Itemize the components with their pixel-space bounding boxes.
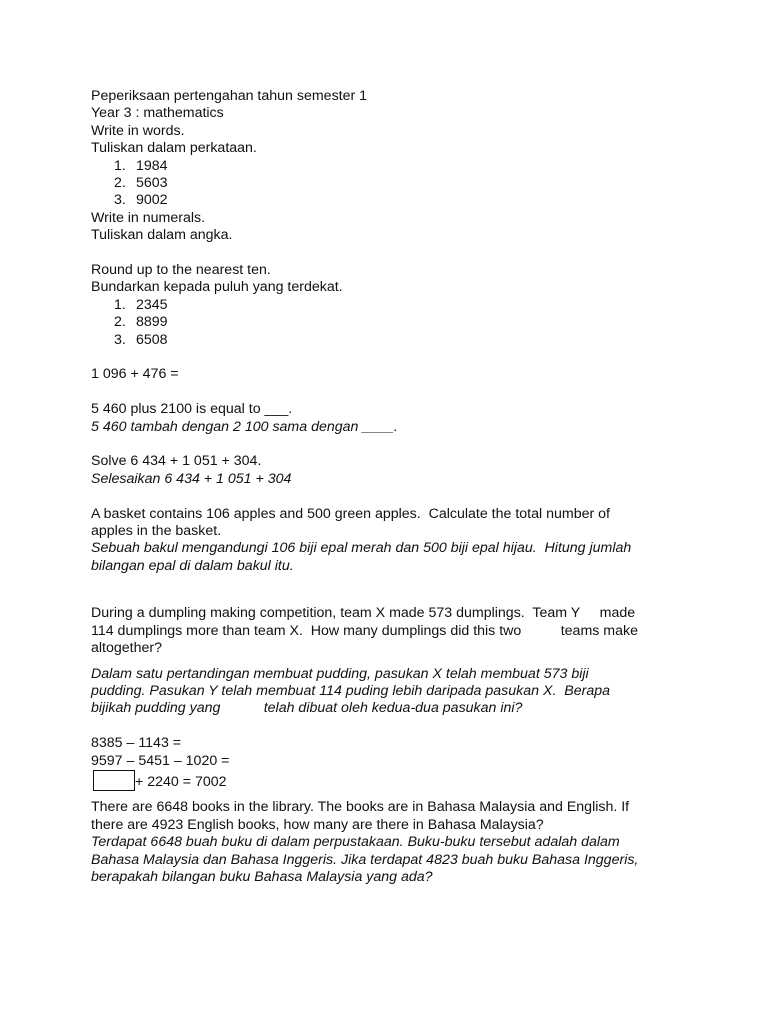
question-subtract-1: 8385 – 1143 =: [91, 735, 182, 752]
question-missing-number: + 2240 = 7002: [91, 770, 691, 791]
question-books-ms: Bahasa Malaysia dan Bahasa Inggeris. Jika terdapat 4823 buah buku Bahasa Inggeris,: [91, 851, 639, 868]
question-dumplings-ms: Dalam satu pertandingan membuat pudding, pasukan X telah membuat 573 biji: [91, 665, 589, 682]
question-plus-en: 5 460 plus 2100 is equal to ___.: [91, 401, 293, 418]
question-books-ms: berapakah bilangan buku Bahasa Malaysia yang ada?: [91, 868, 433, 885]
question-plus-ms: 5 460 tambah dengan 2 100 sama dengan ____.: [91, 418, 398, 435]
question-solve-ms: Selesaikan 6 434 + 1 051 + 304: [91, 470, 292, 487]
exam-document: [91, 88, 691, 886]
list-item: 1. 1984: [114, 157, 168, 174]
question-apples-ms: Sebuah bakul mengandungi 106 biji epal merah dan 500 biji epal hijau. Hitung jumlah: [91, 540, 632, 557]
question-subtract-2: 9597 – 5451 – 1020 =: [91, 752, 230, 769]
question-dumplings-ms: pudding. Pasukan Y telah membuat 114 puding lebih daripada pasukan X. Berapa: [91, 682, 611, 699]
question-addition: 1 096 + 476 =: [91, 366, 179, 383]
round-instruction-ms: Bundarkan kepada puluh yang terdekat.: [91, 279, 343, 296]
round-instruction-en: Round up to the nearest ten.: [91, 262, 271, 279]
question-dumplings-en: During a dumpling making competition, team X made 573 dumplings. Team Y made: [91, 605, 636, 622]
numerals-instruction-en: Write in numerals.: [91, 209, 206, 226]
question-solve-en: Solve 6 434 + 1 051 + 304.: [91, 453, 262, 470]
exam-title: Peperiksaan pertengahan tahun semester 1: [91, 88, 368, 104]
list-item: 2. 8899: [114, 314, 168, 331]
question-apples-en: A basket contains 106 apples and 500 green apples. Calculate the total number of: [91, 505, 610, 522]
question-dumplings-en: 114 dumplings more than team X. How many dumplings did this two teams make: [91, 622, 638, 639]
list-item: 3. 9002: [114, 192, 168, 209]
question-apples-en: apples in the basket.: [91, 523, 222, 540]
question-books-en: There are 6648 books in the library. The books are in Bahasa Malaysia and English. If: [91, 799, 630, 816]
list-item: 1. 2345: [114, 296, 168, 313]
numerals-instruction-ms: Tuliskan dalam angka.: [91, 227, 233, 244]
list-item: 2. 5603: [114, 175, 168, 192]
answer-box: [93, 770, 135, 791]
question-books-en: there are 4923 English books, how many are there in Bahasa Malaysia?: [91, 816, 544, 833]
words-instruction-en: Write in words.: [91, 122, 185, 139]
exam-subject: Year 3 : mathematics: [91, 105, 224, 122]
list-item: 3. 6508: [114, 331, 168, 348]
question-apples-ms: bilangan epal di dalam bakul itu.: [91, 557, 294, 574]
words-instruction-ms: Tuliskan dalam perkataan.: [91, 140, 257, 157]
question-dumplings-ms: bijikah pudding yang telah dibuat oleh kedua-dua pasukan ini?: [91, 700, 523, 717]
question-dumplings-en: altogether?: [91, 640, 162, 657]
question-books-ms: Terdapat 6648 buah buku di dalam perpustakaan. Buku-buku tersebut adalah dalam: [91, 834, 620, 851]
